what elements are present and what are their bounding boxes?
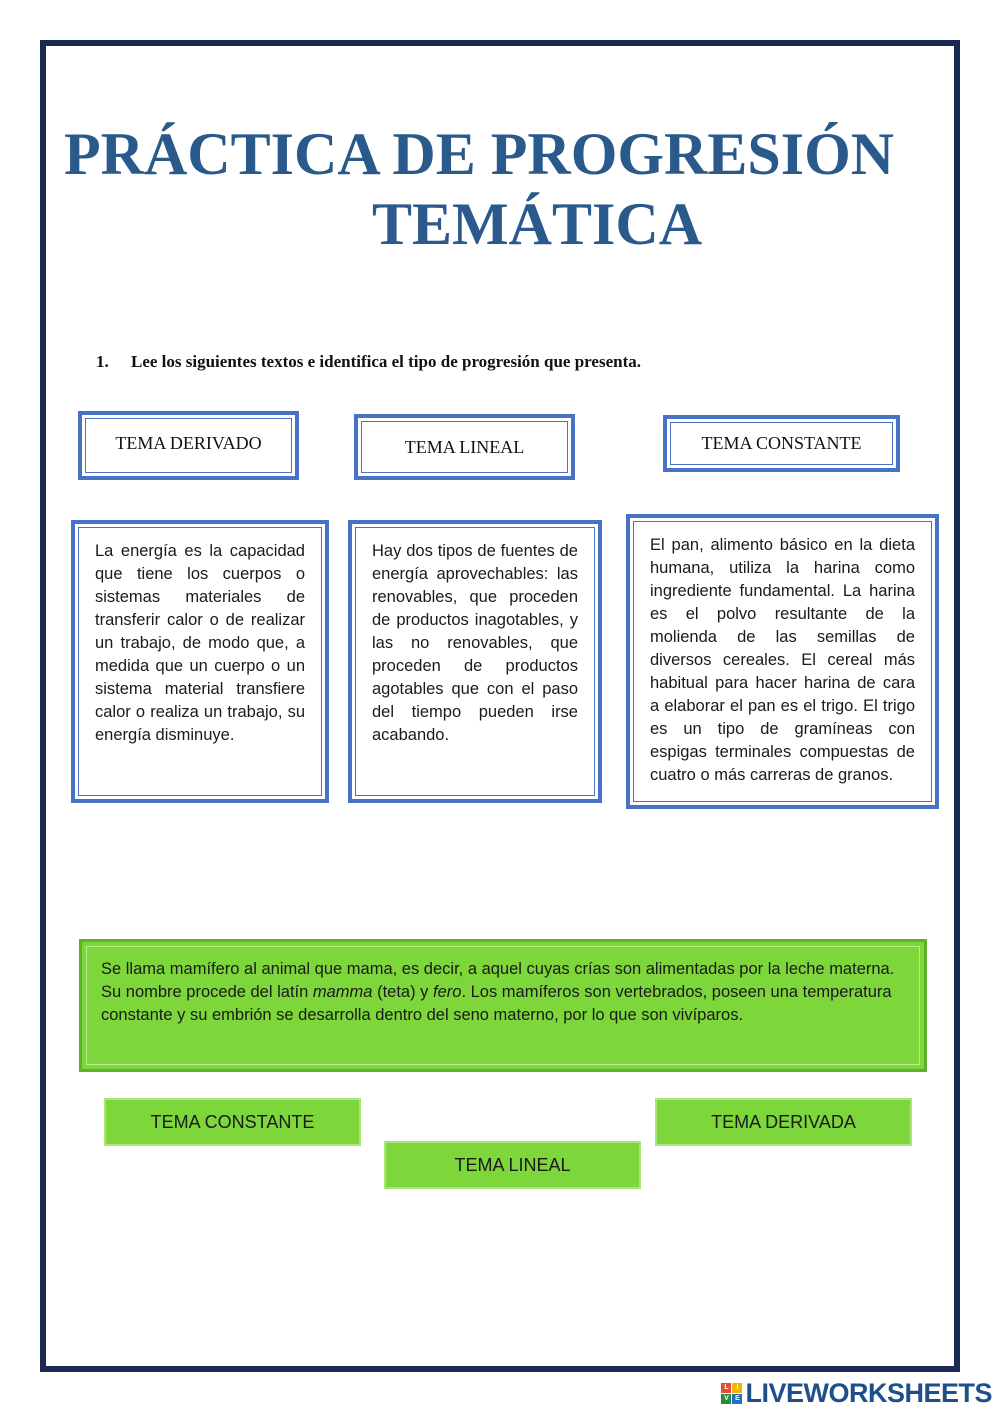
instruction-text: Lee los siguientes textos e identifica el tipo de progresión que presenta. [131,352,641,371]
instruction-number: 1. [96,352,109,371]
text-box-fuentes [348,520,602,803]
liveworksheets-icon: L I V E [721,1383,742,1404]
text-fuentes: Hay dos tipos de fuentes de energía aprovechables: las renovables, que proceden de productos inagotables, y las no renovables, que proceden de productos agotables que con el paso del tiempo pueden irse acabando. [355,527,595,796]
page-title-line2: TEMÁTICA [372,191,703,257]
text-box-energia [71,520,329,803]
mammal-text-part2: (teta) y [372,983,433,1001]
option-tema-lineal[interactable]: TEMA LINEAL [384,1141,641,1189]
mammal-text-part3: . Los mamíferos son vertebrados, poseen una temperatura constante y su embrión se desarrolla dentro del seno materno, por lo que son vivíparos. [101,983,892,1024]
mammal-text-part1: Se llama mamífero al animal que mama, es decir, a aquel cuyas crías son alimentadas por la leche materna. Su nombre procede del latín [101,960,895,1001]
liveworksheets-brand: LIVEWORKSHEETS [745,1378,992,1408]
text-box-pan [626,514,939,809]
mammal-text [86,946,920,1065]
liveworksheets-logo [721,1378,992,1409]
answer-box-2[interactable] [354,414,575,480]
answer-box-3[interactable] [663,415,900,472]
text-pan: El pan, alimento básico en la dieta humana, utiliza la harina como ingrediente fundamental. La harina es el polvo resultante de la molienda de las semillas de diversos cereales. El cereal más habitual para hacer harina de cara a elaborar el pan es el trigo. El trigo es un tipo de gramíneas con espigas terminales compuestas de cuatro o más carreras de granos. [633,521,932,802]
text-energia: La energía es la capacidad que tiene los cuerpos o sistemas materiales de transferir calor o de realizar un trabajo, de modo que, a medida que un cuerpo o un sistema material transfiere calor o realiza un trabajo, su energía disminuye. [78,527,322,796]
mammal-text-box [79,939,927,1072]
mammal-text-italic1: mamma [312,983,373,1001]
option-tema-derivada[interactable]: TEMA DERIVADA [655,1098,912,1146]
answer-box-3-label: TEMA CONSTANTE [670,422,893,465]
page-title-line1: PRÁCTICA DE PROGRESIÓN [64,121,895,187]
answer-box-1[interactable] [78,411,299,480]
instruction [96,352,641,372]
answer-box-2-label: TEMA LINEAL [361,421,568,473]
mammal-text-italic2: fero [433,983,462,1001]
answer-box-1-label: TEMA DERIVADO [85,418,292,473]
option-tema-constante[interactable]: TEMA CONSTANTE [104,1098,361,1146]
